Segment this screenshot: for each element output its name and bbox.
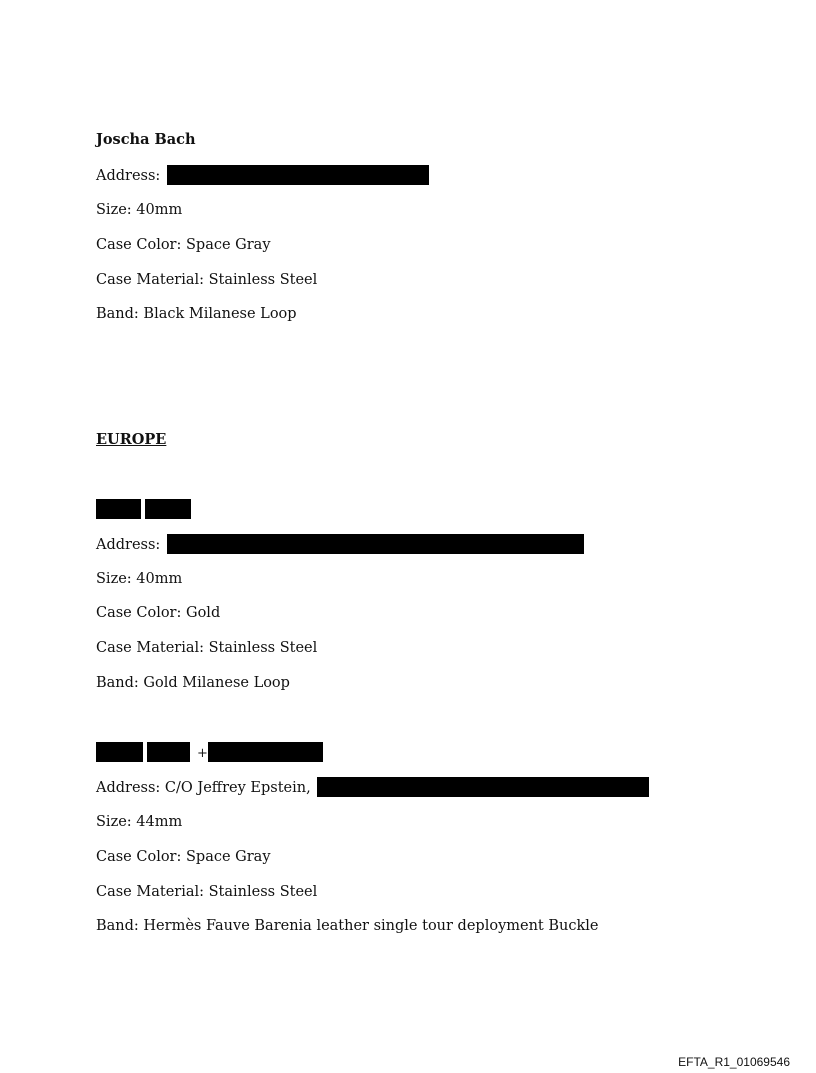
address-line xyxy=(96,165,429,186)
band-line: Band: Gold Milanese Loop xyxy=(96,675,290,691)
bates-number: EFTA_R1_01069546 xyxy=(678,1055,790,1069)
address-line xyxy=(96,534,584,555)
address-label: Address: C/O Jeffrey Epstein, xyxy=(96,780,311,796)
redacted-guest-name xyxy=(208,742,323,762)
redaction-bar xyxy=(167,534,584,554)
case-material-line: Case Material: Stainless Steel xyxy=(96,272,318,288)
redacted-name-last xyxy=(147,742,190,762)
case-material-line: Case Material: Stainless Steel xyxy=(96,884,318,900)
address-label: Address: xyxy=(96,168,161,184)
address-line xyxy=(96,777,649,798)
case-color-line: Case Color: Gold xyxy=(96,605,221,621)
size-line: Size: 40mm xyxy=(96,202,183,218)
size-line: Size: 40mm xyxy=(96,571,183,587)
plus-sign: + xyxy=(197,746,208,761)
case-color-line: Case Color: Space Gray xyxy=(96,849,271,865)
address-label: Address: xyxy=(96,537,161,553)
redacted-name-last xyxy=(145,499,191,519)
case-material-line: Case Material: Stainless Steel xyxy=(96,640,318,656)
section-heading: EUROPE xyxy=(96,431,167,448)
redacted-name-first xyxy=(96,742,143,762)
redaction-bar xyxy=(167,165,429,185)
case-color-line: Case Color: Space Gray xyxy=(96,237,271,253)
redaction-bar xyxy=(317,777,649,797)
band-line: Band: Hermès Fauve Barenia leather single tour deployment Buckle xyxy=(96,918,599,934)
redacted-name-first xyxy=(96,499,141,519)
band-line: Band: Black Milanese Loop xyxy=(96,306,297,322)
size-line: Size: 44mm xyxy=(96,814,183,830)
recipient-name: Joscha Bach xyxy=(96,131,196,148)
